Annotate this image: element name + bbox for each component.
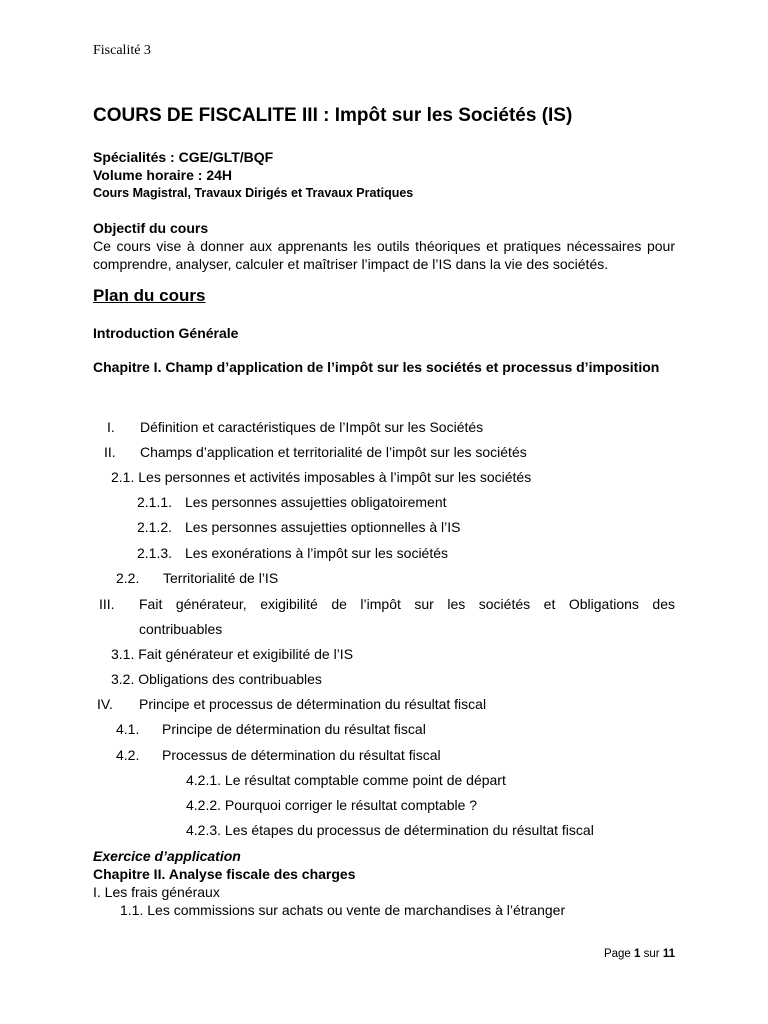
toc-item-4-2-2: 4.2.2. Pourquoi corriger le résultat comptable ? xyxy=(186,797,478,813)
toc-text: Champs d’application et territorialité de l’impôt sur les sociétés xyxy=(140,444,527,460)
toc-number: 2.1.2. xyxy=(137,519,173,535)
toc-item-iii-cont: contribuables xyxy=(139,621,223,637)
exercice-heading: Exercice d’application xyxy=(93,848,241,864)
plan-heading: Plan du cours xyxy=(93,286,206,305)
toc-number: II. xyxy=(104,444,116,460)
course-title: COURS DE FISCALITE III : Impôt sur les Sociétés (IS) xyxy=(93,105,573,126)
toc-number: 4.1. xyxy=(116,721,140,737)
page-number: 1 xyxy=(634,948,641,960)
toc-number: 2.1.1. xyxy=(137,494,173,510)
page-of-label: sur xyxy=(643,948,660,960)
chapter-2-heading: Chapitre II. Analyse fiscale des charges xyxy=(93,866,356,882)
page-footer xyxy=(604,948,675,960)
running-header: Fiscalité 3 xyxy=(93,43,151,58)
toc-text: Définition et caractéristiques de l’Impôt sur les Sociétés xyxy=(140,419,484,435)
course-format: Cours Magistral, Travaux Dirigés et Travaux Pratiques xyxy=(93,186,414,200)
table-of-contents xyxy=(93,0,675,1024)
toc-text: Les personnes assujetties optionnelles à l’IS xyxy=(185,519,461,535)
toc-item-3-2: 3.2. Obligations des contribuables xyxy=(111,671,322,687)
toc-item-4-2-1: 4.2.1. Le résultat comptable comme point de départ xyxy=(186,772,506,788)
toc-number: 2.2. xyxy=(116,570,140,586)
toc-number: 2.1.3. xyxy=(137,545,173,561)
toc-item-4-2-3: 4.2.3. Les étapes du processus de détermination du résultat fiscal xyxy=(186,822,594,838)
toc-text: Territorialité de l’IS xyxy=(163,570,279,586)
toc-number: III. xyxy=(99,596,115,612)
volume-horaire: Volume horaire : 24H xyxy=(93,167,233,183)
objectif-heading: Objectif du cours xyxy=(93,220,209,236)
toc-number: I. xyxy=(107,419,115,435)
toc-text: Processus de détermination du résultat fiscal xyxy=(162,747,441,763)
toc-number: IV. xyxy=(97,696,113,712)
page-label: Page xyxy=(603,948,631,960)
specialites: Spécialités : CGE/GLT/BQF xyxy=(93,149,274,165)
toc-text: Les personnes assujetties obligatoirement xyxy=(185,494,447,510)
item-1-1: 1.1. Les commissions sur achats ou vente de marchandises à l’étranger xyxy=(120,902,566,918)
page-total: 11 xyxy=(662,948,675,960)
toc-text: Principe et processus de détermination du résultat fiscal xyxy=(139,696,487,712)
introduction-heading: Introduction Générale xyxy=(93,325,239,341)
toc-item-3-1: 3.1. Fait générateur et exigibilité de l’IS xyxy=(111,646,354,662)
toc-text: Principe de détermination du résultat fiscal xyxy=(162,721,426,737)
objectif-text: Ce cours vise à donner aux apprenants les outils théoriques et pratiques nécessaires pour comprendre, analyser, calculer et maîtriser l’impact de l’IS dans la vie des sociétés. xyxy=(93,238,675,272)
toc-number: 4.2. xyxy=(116,747,140,763)
toc-text: Fait générateur, exigibilité de l’impôt sur les sociétés et Obligations des xyxy=(139,596,675,612)
toc-item-2-1: 2.1. Les personnes et activités imposables à l’impôt sur les sociétés xyxy=(111,469,532,485)
toc-text: Les exonérations à l’impôt sur les sociétés xyxy=(185,545,449,561)
frais-generaux: I. Les frais généraux xyxy=(93,884,220,900)
chapter-1-heading: Chapitre I. Champ d’application de l’impôt sur les sociétés et processus d’imposition xyxy=(93,359,660,375)
